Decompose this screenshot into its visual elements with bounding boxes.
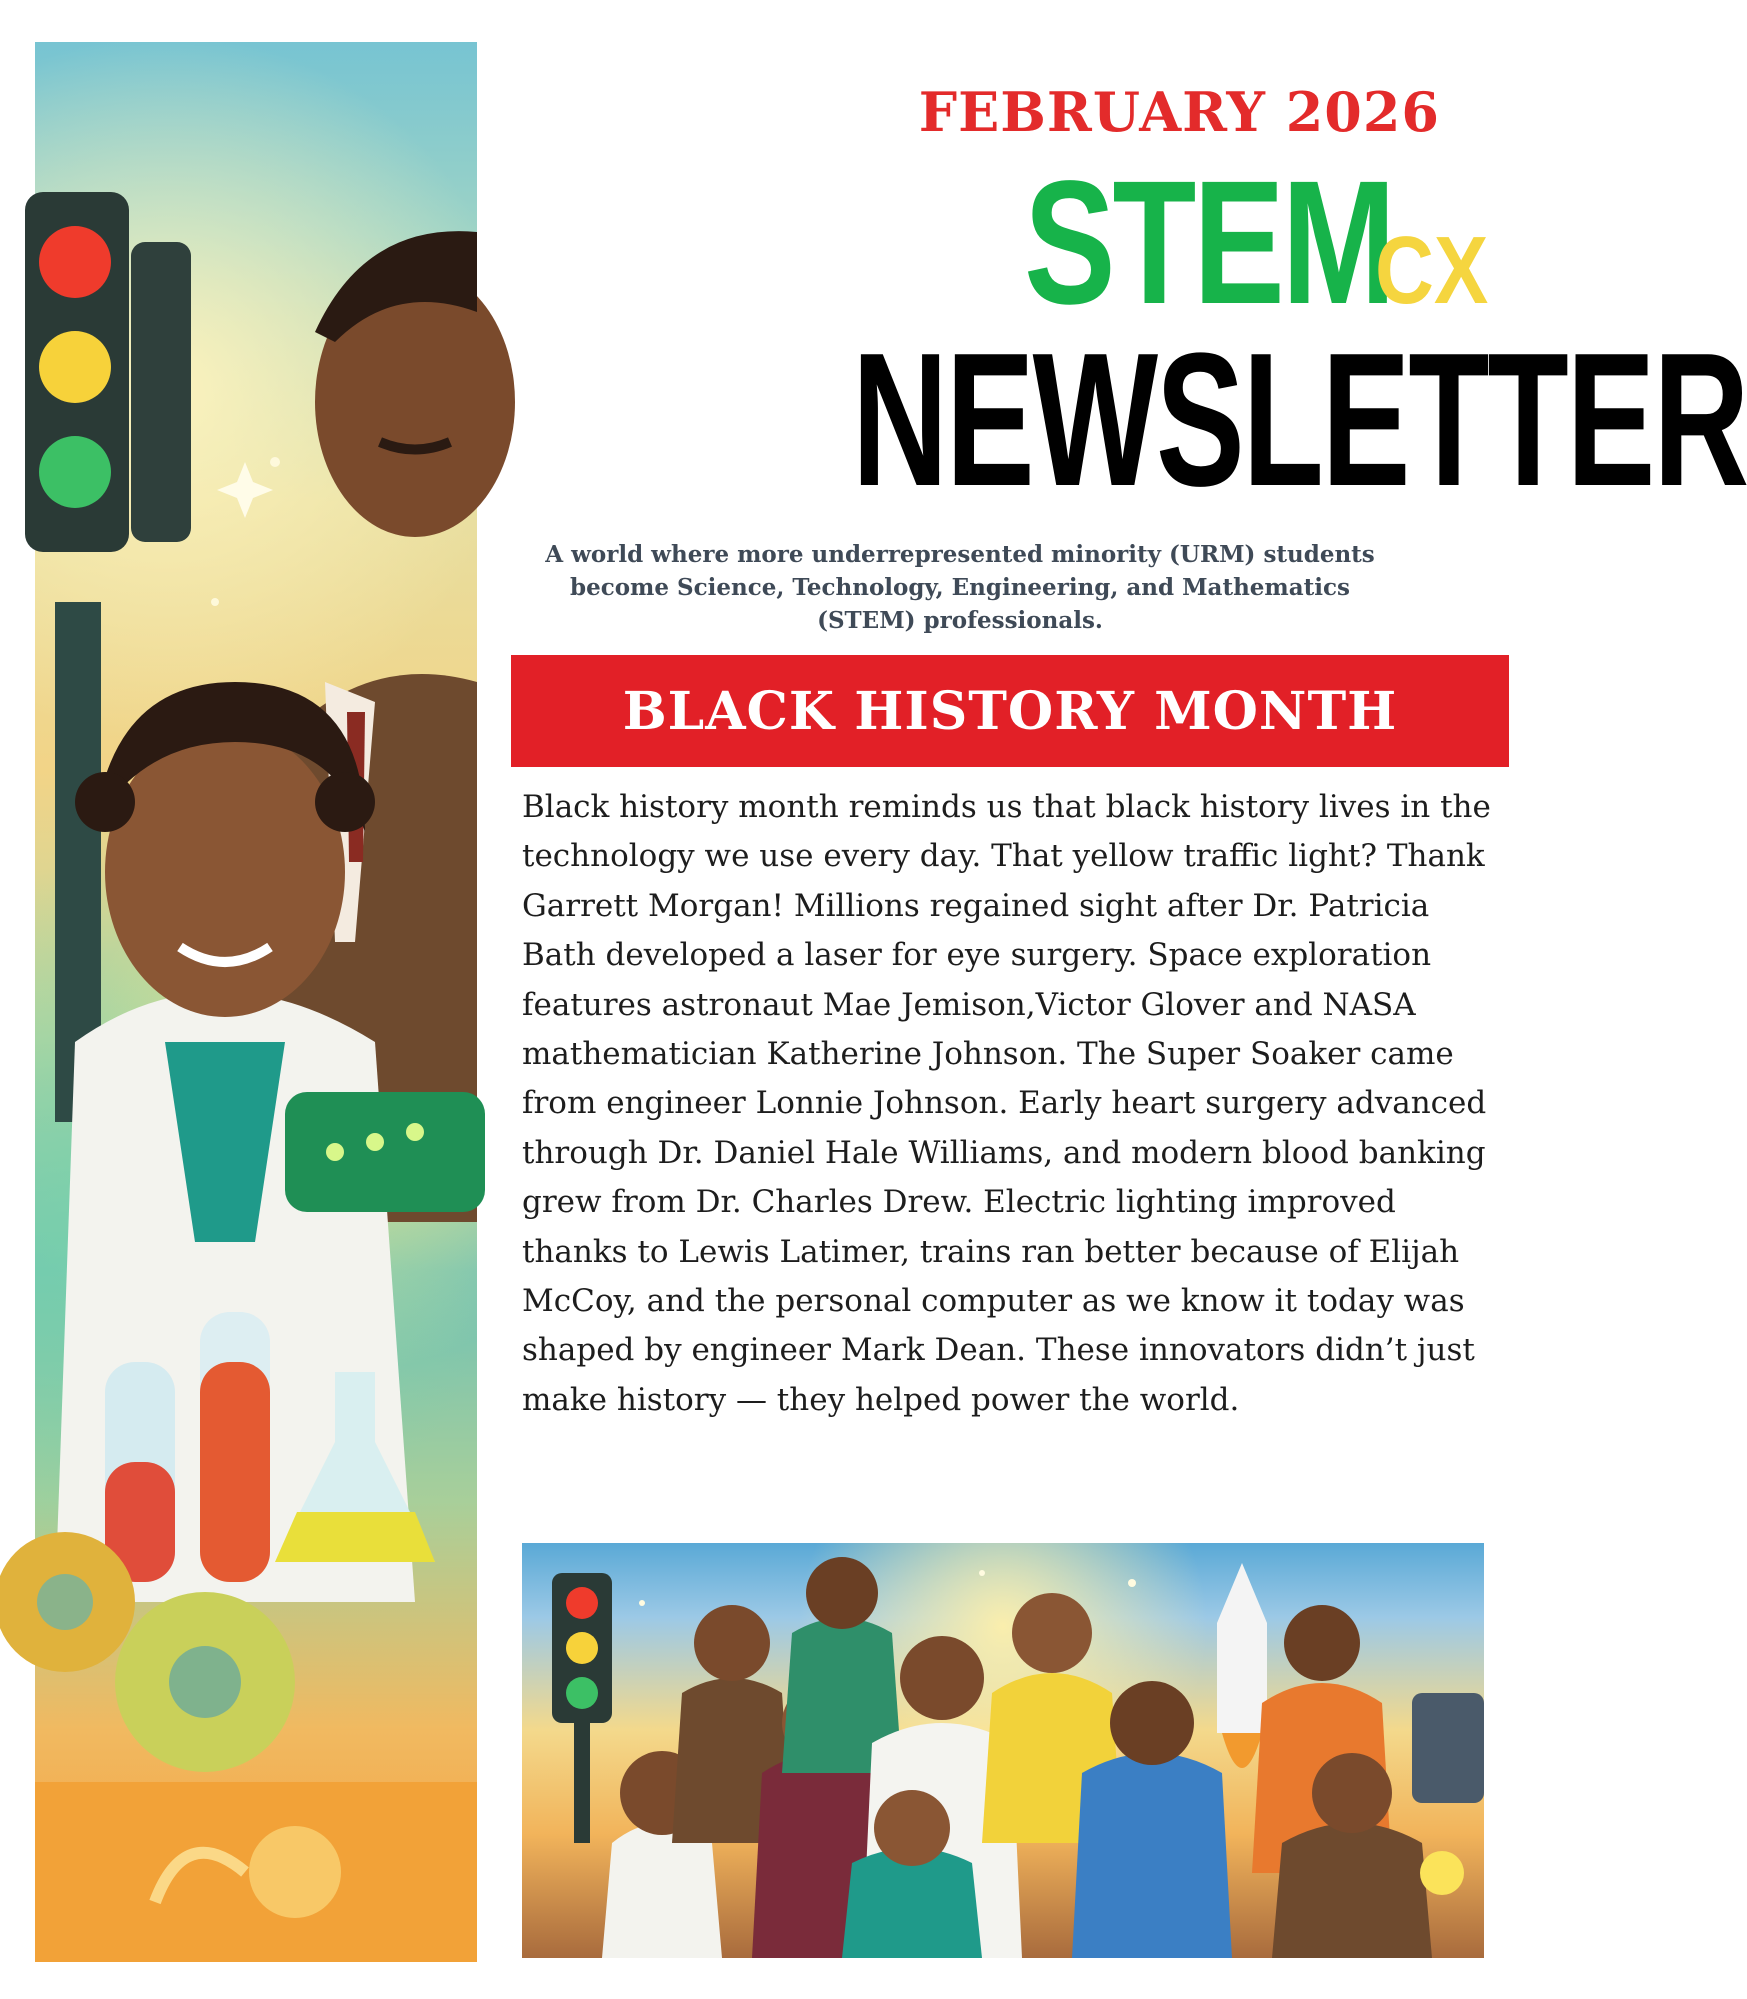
newsletter-title: NEWSLETTER <box>852 314 1747 526</box>
section-banner <box>511 655 1509 767</box>
brand-stem-text: STEM <box>1024 145 1393 341</box>
bottom-illustration <box>522 1543 1484 1958</box>
bottom-illustration-art <box>522 1543 1484 1958</box>
issue-date: FEBRUARY 2026 <box>918 80 1440 144</box>
left-illustration-art <box>35 42 477 1962</box>
section-heading: BLACK HISTORY MONTH <box>622 680 1398 742</box>
article-body: Black history month reminds us that black history lives in the technology we use every day. That yellow traffic light? Thank Garrett Morgan! Millions regained sight after Dr. Patricia Bath developed a laser for eye surgery. Space exploration features astronaut Mae Jemison,Victor Glover and NASA mathematician Katherine Johnson. The Super Soaker came from engineer Lonnie Johnson. Early heart surgery advanced through Dr. Daniel Hale Williams, and modern blood banking grew from Dr. Charles Drew. Electric lighting improved thanks to Lewis Latimer, trains ran better because of Elijah McCoy, and the personal computer as we know it today was shaped by engineer Mark Dean. These innovators didn’t just make history — they helped power the world. <box>522 789 1491 1418</box>
mission-statement: A world where more underrepresented minority (URM) students become Science, Technology, Engineering, and Mathematics (STEM) professionals. <box>545 541 1375 634</box>
brand-cx-text: CX <box>1374 217 1489 324</box>
left-illustration <box>35 42 477 1962</box>
